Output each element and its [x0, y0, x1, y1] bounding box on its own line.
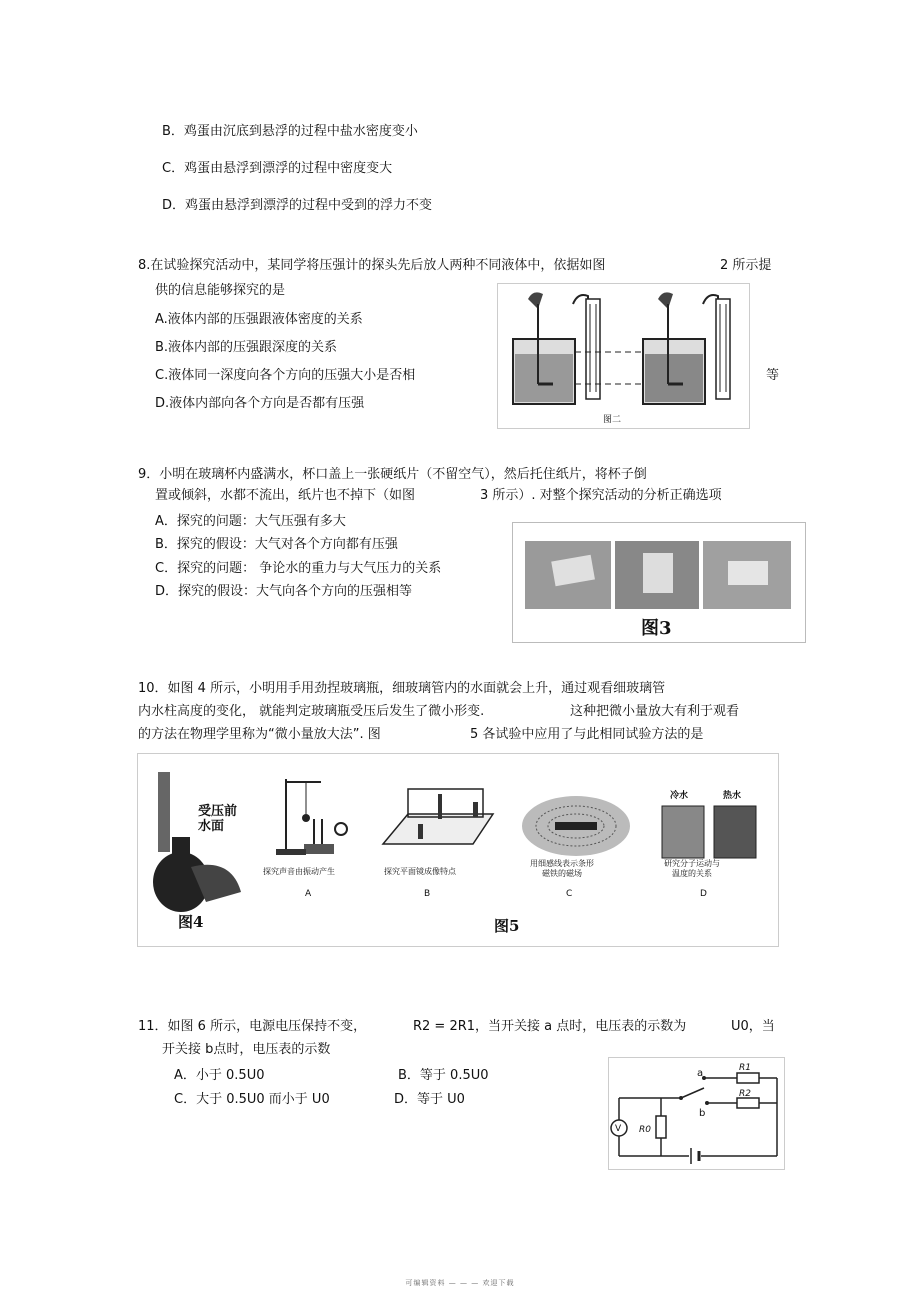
- q8-option-a: A.液体内部的压强跟液体密度的关系: [155, 312, 363, 327]
- hot-cold-water-illustration: [658, 802, 763, 862]
- q8-stem-line1: 8.在试验探究活动中，某同学将压强计的探头先后放人两种不同液体中，依据如图: [138, 258, 606, 273]
- q8-stem-line1-tail: 2 所示提: [720, 258, 772, 273]
- circuit-r0-label: R0: [639, 1125, 651, 1135]
- panel-b-text: 探究平面镜成像特点: [384, 867, 456, 876]
- q11-option-c: C．大于 0.5U0 而小于 U0: [174, 1092, 330, 1107]
- q11-resistor-relation: R2 = 2R1，当开关接 a 点时，电压表的示数为: [413, 1019, 687, 1034]
- q10-stem-line3: 的方法在物理学里称为“微小量放大法”. 图: [138, 727, 381, 742]
- hot-water-label: 热水: [723, 791, 742, 801]
- q9-option-c: C．探究的问题： 争论水的重力与大气压力的关系: [155, 561, 442, 576]
- q8-option-c: C.液体同一深度向各个方向的压强大小是否相: [155, 368, 416, 383]
- page-footer: 可编辑资料 — — — 欢迎下载: [405, 1279, 515, 1287]
- q7-option-d: D．鸡蛋由悬浮到漂浮的过程中受到的浮力不变: [162, 198, 433, 213]
- q9-stem-line1: 9．小明在玻璃杯内盛满水，杯口盖上一张硬纸片（不留空气），然后托住纸片，将杯子倒: [138, 467, 647, 482]
- q9-stem-line2-tail: 3 所示）. 对整个探究活动的分析正确选项: [480, 488, 722, 503]
- figure-4-caption: 图4: [178, 913, 204, 931]
- panel-a-text: 探究声音由振动产生: [263, 867, 335, 876]
- circuit-voltmeter-label: V: [615, 1124, 622, 1134]
- circuit-point-b: b: [699, 1108, 706, 1119]
- q10-stem-line1: 10．如图 4 所示，小明用手用劲捏玻璃瓶，细玻璃管内的水面就会上升，通过观看细玻璃管: [138, 681, 666, 696]
- panel-b-letter: B: [424, 889, 431, 899]
- q10-stem-line2-tail: 这种把微小量放大有利于观看: [570, 704, 740, 719]
- plane-mirror-illustration: [378, 774, 498, 859]
- q8-option-c-tail: 等: [766, 368, 780, 383]
- panel-c-letter: C: [566, 889, 573, 899]
- q9-option-d: D．探究的假设：大气向各个方向的压强相等: [155, 584, 413, 599]
- q10-stem-line3-tail: 5 各试验中应用了与此相同试验方法的是: [470, 727, 704, 742]
- q11-option-d: D．等于 U0: [394, 1092, 465, 1107]
- figure-2-pressure-gauge: [497, 283, 750, 429]
- panel-d-letter: D: [700, 889, 707, 899]
- q10-stem-line2: 内水柱高度的变化， 就能判定玻璃瓶受压后发生了微小形变.: [138, 704, 485, 719]
- panel-c-text: 用细感线表示条形 磁铁的磁场: [530, 859, 594, 878]
- q9-option-b: B．探究的假设：大气对各个方向都有压强: [155, 537, 398, 552]
- q8-option-d: D.液体内部向各个方向是否都有压强: [155, 396, 365, 411]
- q11-stem-line2: 开关接 b点时，电压表的示数: [162, 1042, 331, 1057]
- tuning-fork-illustration: [266, 774, 366, 859]
- pressure-gauge-illustration: [498, 284, 749, 428]
- fig4-label: 受压前 水面: [198, 804, 238, 834]
- cold-water-label: 冷水: [670, 791, 689, 801]
- circuit-r1-label: R1: [739, 1063, 751, 1073]
- panel-d-text: 研究分子运动与 温度的关系: [664, 859, 720, 878]
- magnetic-field-illustration: [520, 794, 632, 859]
- q11-stem-u0: U0，当: [731, 1019, 775, 1034]
- q11-option-b: B．等于 0.5U0: [398, 1068, 489, 1083]
- figure-3-cup-photos: [512, 522, 806, 643]
- circuit-r2-label: R2: [739, 1089, 751, 1099]
- figure-3-caption: 图3: [641, 618, 672, 639]
- figure-6-circuit: [608, 1057, 785, 1170]
- q11-option-a: A．小于 0.5U0: [174, 1068, 265, 1083]
- q11-stem-line1: 11．如图 6 所示，电源电压保持不变，: [138, 1019, 367, 1034]
- circuit-point-a: a: [697, 1068, 704, 1079]
- q8-option-b: B.液体内部的压强跟深度的关系: [155, 340, 338, 355]
- q8-stem-line2: 供的信息能够探究的是: [155, 283, 286, 298]
- figure-4-5-experiments: [137, 753, 779, 947]
- q9-option-a: A．探究的问题：大气压强有多大: [155, 514, 346, 529]
- figure-2-caption: 图二: [603, 415, 622, 425]
- q9-stem-line2: 置或倾斜，水都不流出，纸片也不掉下（如图: [155, 488, 416, 503]
- q7-option-b: B．鸡蛋由沉底到悬浮的过程中盐水密度变小: [162, 124, 418, 139]
- panel-a-letter: A: [305, 889, 312, 899]
- q7-option-c: C．鸡蛋由悬浮到漂浮的过程中密度变大: [162, 161, 393, 176]
- squeezed-bottle-illustration: [146, 762, 256, 912]
- figure-5-caption: 图5: [494, 917, 520, 935]
